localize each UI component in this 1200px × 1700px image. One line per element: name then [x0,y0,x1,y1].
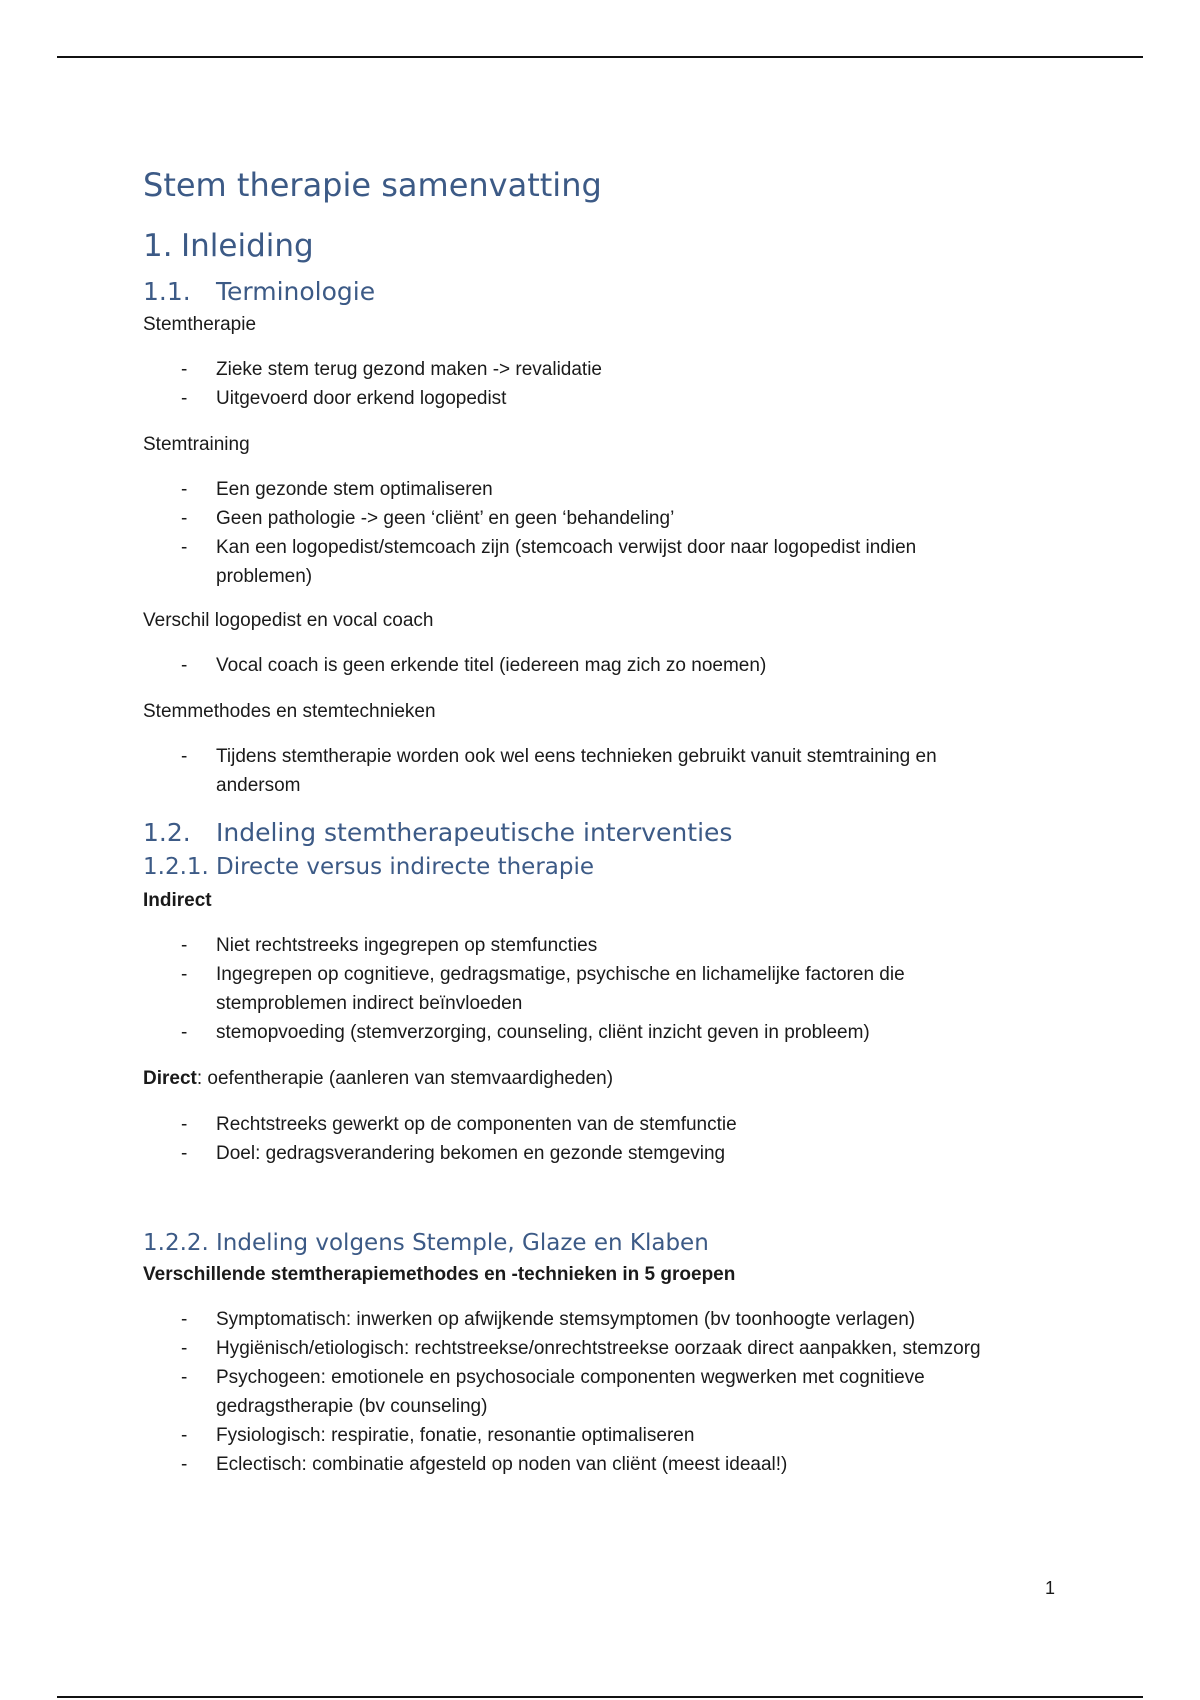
list-item: - Hygiënisch/etiologisch: rechtstreekse/onrechtstreekse oorzaak direct aanpakken, stemzorg [143,1334,1063,1363]
heading-1-2 [143,818,732,847]
list-item: - stemopvoeding (stemverzorging, counseling, cliënt inzicht geven in probleem) [143,1018,1063,1047]
heading-1-2-2 [143,1230,709,1256]
verschil-list [143,651,1063,680]
heading-1-2-1-text: Directe versus indirecte therapie [216,854,595,880]
indirect-list [143,931,1063,1047]
heading-1-2-2-text: Indeling volgens Stemple, Glaze en Klaben [216,1230,709,1256]
list-item: - Uitgevoerd door erkend logopedist [143,384,1063,413]
list-item: - Kan een logopedist/stemcoach zijn (stemcoach verwijst door naar logopedist indien problemen) [143,533,1063,591]
list-item: - Vocal coach is geen erkende titel (iedereen mag zich zo noemen) [143,651,1063,680]
direct-label: Direct [143,1068,197,1089]
direct-list [143,1110,1063,1168]
list-item: - Zieke stem terug gezond maken -> revalidatie [143,355,1063,384]
list-item: - Symptomatisch: inwerken op afwijkende stemsymptomen (bv toonhoogte verlagen) [143,1305,1063,1334]
list-item: - Tijdens stemtherapie worden ook wel eens technieken gebruikt vanuit stemtraining en andersom [143,742,1063,800]
heading-1-1-text: Terminologie [216,277,376,306]
list-item: - Psychogeen: emotionele en psychosociale componenten wegwerken met cognitieve gedragstherapie (bv counseling) [143,1363,1063,1421]
direct-text: : oefentherapie (aanleren van stemvaardigheden) [196,1068,614,1089]
header-rule [57,56,1143,58]
heading-1-2-1-number: 1.2.1. [143,854,209,880]
stemtherapie-list [143,355,1063,413]
heading-1-text: Inleiding [181,228,314,264]
list-item: - Rechtstreeks gewerkt op de componenten van de stemfunctie [143,1110,1063,1139]
stemtherapie-label: Stemtherapie [143,314,257,335]
groepen-label: Verschillende stemtherapiemethodes en -technieken in 5 groepen [143,1264,736,1285]
indirect-label: Indirect [143,890,212,911]
heading-1-1-number: 1.1. [143,277,191,306]
heading-1 [143,228,314,264]
stemtraining-label: Stemtraining [143,434,250,455]
heading-1-2-1 [143,854,594,880]
heading-1-2-2-number: 1.2.2. [143,1230,209,1256]
heading-1-1 [143,277,375,306]
list-item: - Geen pathologie -> geen ‘cliënt’ en geen ‘behandeling’ [143,504,1063,533]
list-item: - Doel: gedragsverandering bekomen en gezonde stemgeving [143,1139,1063,1168]
methodes-label: Stemmethodes en stemtechnieken [143,701,436,722]
heading-1-number: 1. [143,228,173,264]
heading-1-2-number: 1.2. [143,818,191,847]
list-item: - Een gezonde stem optimaliseren [143,475,1063,504]
verschil-label: Verschil logopedist en vocal coach [143,610,434,631]
page-number: 1 [1045,1578,1056,1598]
methodes-list [143,742,1063,800]
direct-paragraph [143,1068,613,1090]
list-item: - Fysiologisch: respiratie, fonatie, resonantie optimaliseren [143,1421,1063,1450]
list-item: - Ingegrepen op cognitieve, gedragsmatige, psychische en lichamelijke factoren die stemproblemen indirect beïnvloeden [143,960,1063,1018]
footer-rule [57,1696,1143,1698]
list-item: - Niet rechtstreeks ingegrepen op stemfuncties [143,931,1063,960]
stemtraining-list [143,475,1063,591]
heading-1-2-text: Indeling stemtherapeutische interventies [216,818,733,847]
groepen-list [143,1305,1063,1479]
list-item: - Eclectisch: combinatie afgesteld op noden van cliënt (meest ideaal!) [143,1450,1063,1479]
document-title: Stem therapie samenvatting [143,166,602,204]
